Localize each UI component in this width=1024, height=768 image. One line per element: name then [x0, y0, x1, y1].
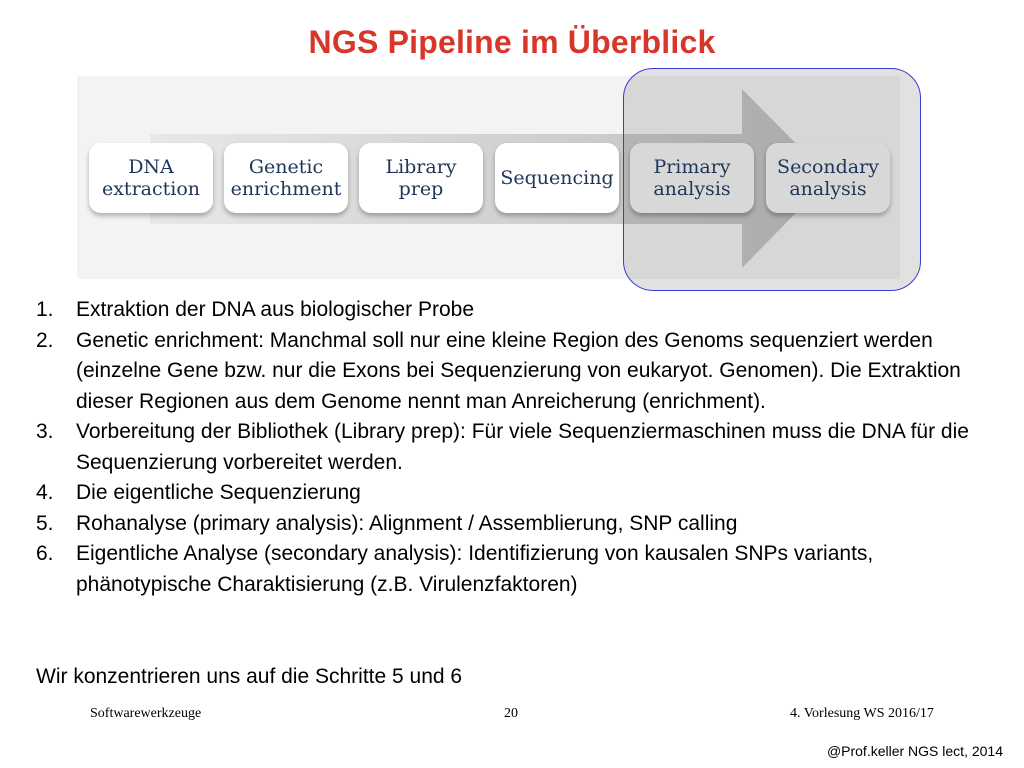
list-item-text: Eigentliche Analyse (secondary analysis): Identifizierung von kausalen SNPs variants, phänotypische Charaktisierung (z.B. Virulenzfaktoren) [76, 542, 874, 596]
list-item-text: Extraktion der DNA aus biologischer Probe [76, 298, 475, 321]
list-item-number: 2. [36, 328, 54, 352]
pipeline-step-sequencing: Sequencing [495, 143, 619, 213]
list-item [36, 478, 996, 509]
list-item [36, 295, 996, 326]
step-list [36, 295, 996, 600]
list-item [36, 417, 996, 478]
pipeline-step-dna-extraction: DNA extraction [89, 143, 213, 213]
pipeline-step-genetic-enrichment: Genetic enrichment [224, 143, 348, 213]
closing-statement: Wir konzentrieren uns auf die Schritte 5 und 6 [36, 665, 463, 688]
list-item-number: 4. [36, 481, 54, 504]
list-item-text: Rohanalyse (primary analysis): Alignment / Assemblierung, SNP calling [76, 511, 738, 535]
list-item-text: Genetic enrichment: Manchmal soll nur eine kleine Region des Genoms sequenziert werden (einzelne Gene bzw. nur die Exons bei Sequenzierung von eukaryot. Genomen). Die Extraktion dieser Regionen aus dem Genome nennt man Anreicherung (enrichment). [76, 328, 961, 413]
footer-lecture: 4. Vorlesung WS 2016/17 [790, 706, 934, 721]
pipeline-step-library-prep: Library prep [359, 143, 483, 213]
list-item [36, 539, 996, 600]
list-item-text: Vorbereitung der Bibliothek (Library prep): Für viele Sequenziermaschinen muss die DNA für die Sequenzierung vorbereitet werden. [76, 420, 969, 474]
list-item [36, 326, 996, 418]
pipeline-step-secondary-analysis: Secondary analysis [766, 143, 890, 213]
list-item-text: Die eigentliche Sequenzierung [76, 481, 361, 504]
footer-page-number: 20 [504, 706, 518, 721]
credit-text: @Prof.keller NGS lect, 2014 [826, 743, 1003, 759]
footer-course: Softwarewerkzeuge [90, 706, 202, 721]
list-item-number: 6. [36, 542, 54, 565]
list-item [36, 509, 996, 540]
list-item-number: 5. [36, 511, 54, 535]
list-item-number: 1. [36, 298, 54, 321]
slide-title: NGS Pipeline im Überblick [308, 24, 716, 60]
pipeline-step-primary-analysis: Primary analysis [630, 143, 754, 213]
list-item-number: 3. [36, 420, 54, 443]
